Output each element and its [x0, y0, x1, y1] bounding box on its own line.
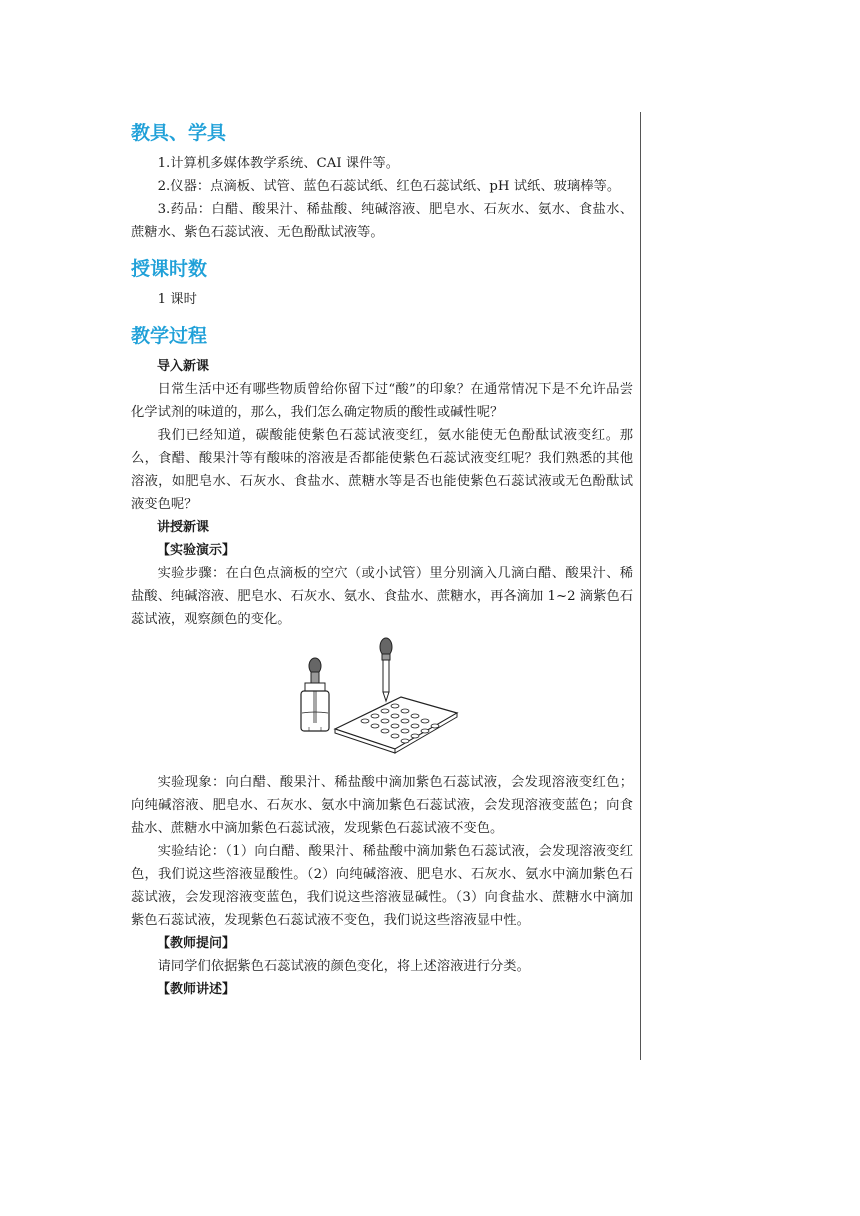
dropper-icon	[380, 638, 392, 701]
intro-paragraph-1: 日常生活中还有哪些物质曾给你留下过“酸”的印象？在通常情况下是不允许品尝化学试剂的味道的，那么，我们怎么确定物质的酸性或碱性呢？	[131, 382, 633, 420]
equipment-item-2: 2.仪器：点滴板、试管、蓝色石蕊试纸、红色石蕊试纸、pH 试纸、玻璃棒等。	[157, 179, 621, 194]
demo-label: 【实验演示】	[157, 543, 236, 558]
experiment-steps: 实验步骤：在白色点滴板的空穴（或小试管）里分别滴入几滴白醋、酸果汁、稀盐酸、纯碱溶液、肥皂水、石灰水、氨水、食盐水、蔗糖水，再各滴加 1~2 滴紫色石蕊试液，观察颜色的变化。	[131, 566, 633, 627]
experiment-phenomenon: 实验现象：向白醋、酸果汁、稀盐酸中滴加紫色石蕊试液，会发现溶液变红色；向纯碱溶液、肥皂水、石灰水、氨水中滴加紫色石蕊试液，会发现溶液变蓝色；向食盐水、蔗糖水中滴加紫色石蕊试液，发现紫色石蕊试液不变色。	[131, 775, 633, 836]
intro-paragraph-2: 我们已经知道，碳酸能使紫色石蕊试液变红，氨水能使无色酚酞试液变红。那么，食醋、酸果汁等有酸味的溶液是否都能使紫色石蕊试液变红呢？我们熟悉的其他溶液，如肥皂水、石灰水、食盐水、蔗糖水等是否也能使紫色石蕊试液或无色酚酞试液变色呢？	[131, 428, 633, 512]
experiment-illustration	[295, 637, 465, 757]
experiment-conclusion: 实验结论：（1）向白醋、酸果汁、稀盐酸中滴加紫色石蕊试液，会发现溶液变红色，我们说这些溶液显酸性。（2）向纯碱溶液、肥皂水、石灰水、氨水中滴加紫色石蕊试液，会发现溶液变蓝色，我们说这些溶液显碱性。（3）向食盐水、蔗糖水中滴加紫色石蕊试液，发现紫色石蕊试液不变色，我们说这些溶液显中性。	[131, 844, 633, 928]
spot-plate-icon	[335, 697, 457, 753]
teacher-explain-label: 【教师讲述】	[157, 982, 236, 997]
heading-hours: 授课时数	[131, 258, 208, 280]
heading-equipment: 教具、学具	[131, 122, 227, 144]
equipment-item-1: 1.计算机多媒体教学系统、CAI 课件等。	[157, 156, 399, 171]
heading-process: 教学过程	[131, 325, 208, 347]
new-lesson-label: 讲授新课	[157, 520, 210, 535]
equipment-item-3: 3.药品：白醋、酸果汁、稀盐酸、纯碱溶液、肥皂水、石灰水、氨水、食盐水、蔗糖水、紫色石蕊试液、无色酚酞试液等。	[131, 202, 633, 240]
experiment-figure	[131, 631, 633, 771]
dropper-bottle-icon	[301, 658, 329, 731]
intro-label: 导入新课	[157, 359, 210, 374]
teacher-question-text: 请同学们依据紫色石蕊试液的颜色变化，将上述溶液进行分类。	[157, 959, 530, 974]
teacher-question-label: 【教师提问】	[157, 936, 236, 951]
document-body	[131, 118, 633, 1001]
margin-rule	[640, 112, 641, 1060]
hours-text: 1 课时	[157, 292, 197, 307]
